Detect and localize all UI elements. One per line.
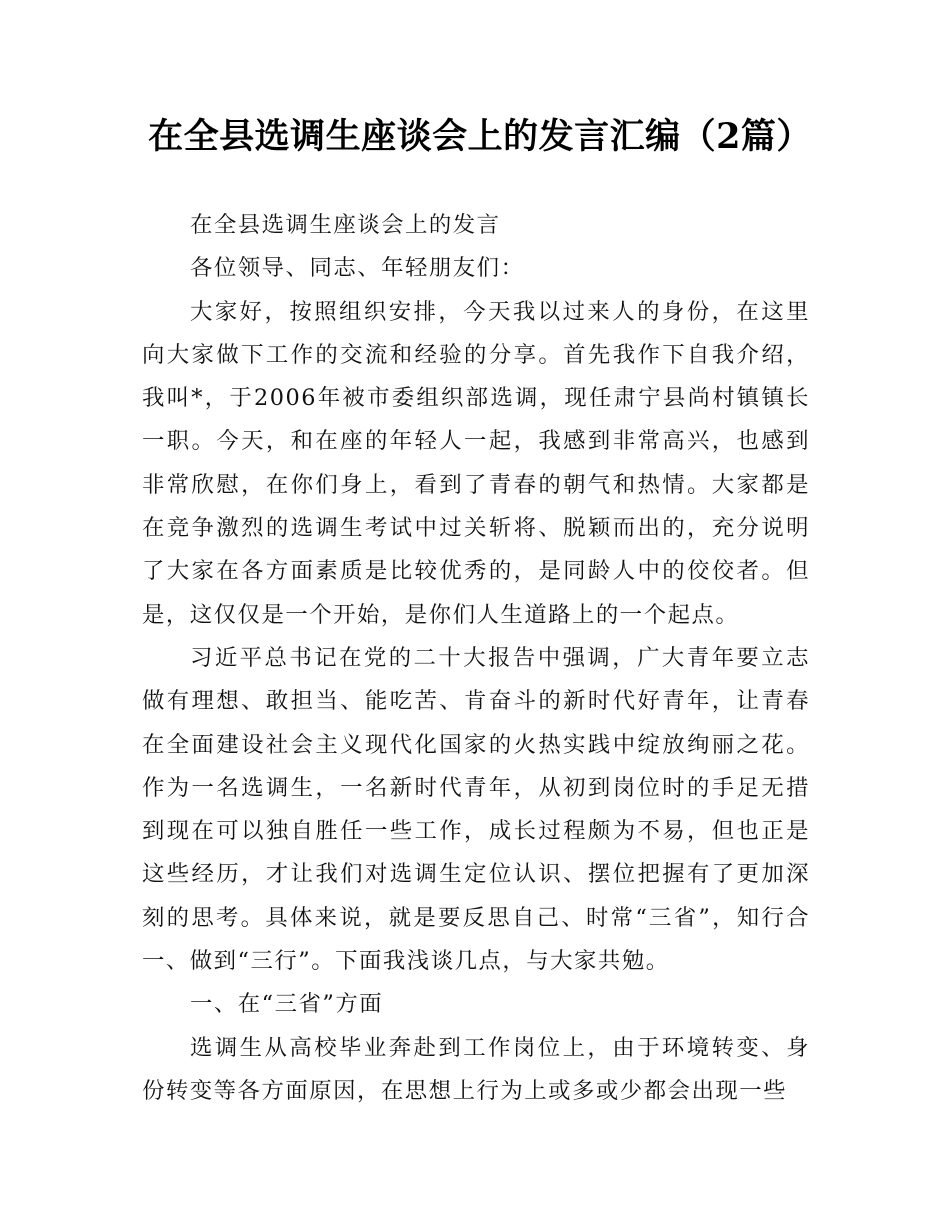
body-paragraph: 大家好，按照组织安排，今天我以过来人的身份，在这里向大家做下工作的交流和经验的分享。首先我作下自我介绍，我叫*，于2006年被市委组织部选调，现任肃宁县尚村镇镇长一职。今天，和在座的年轻人一起，我感到非常高兴，也感到非常欣慰，在你们身上，看到了青春的朝气和热情。大家都是在竞争激烈的选调生考试中过关斩将、脱颖而出的，充分说明了大家在各方面素质是比较优秀的，是同龄人中的佼佼者。但是，这仅仅是一个开始，是你们人生道路上的一个起点。	[142, 298, 810, 628]
salutation-paragraph: 各位领导、同志、年轻朋友们：	[190, 255, 525, 282]
section-heading: 一、在“三省”方面	[190, 991, 384, 1018]
document-title: 在全县选调生座谈会上的发言汇编（2篇）	[148, 116, 812, 157]
body-paragraph: 选调生从高校毕业奔赴到工作岗位上，由于环境转变、身份转变等各方面原因，在思想上行为上或多或少都会出现一些	[142, 1034, 810, 1104]
body-paragraph: 习近平总书记在党的二十大报告中强调，广大青年要立志做有理想、敢担当、能吃苦、肯奋斗的新时代好青年，让青春在全面建设社会主义现代化国家的火热实践中绽放绚丽之花。作为一名选调生，一名新时代青年，从初到岗位时的手足无措到现在可以独自胜任一些工作，成长过程颇为不易，但也正是这些经历，才让我们对选调生定位认识、摆位把握有了更加深刻的思考。具体来说，就是要反思自己、时常“三省”，知行合一、做到“三行”。下面我浅谈几点，与大家共勉。	[142, 644, 810, 975]
document-body	[142, 204, 810, 1113]
subtitle-paragraph: 在全县选调生座谈会上的发言	[190, 212, 501, 238]
